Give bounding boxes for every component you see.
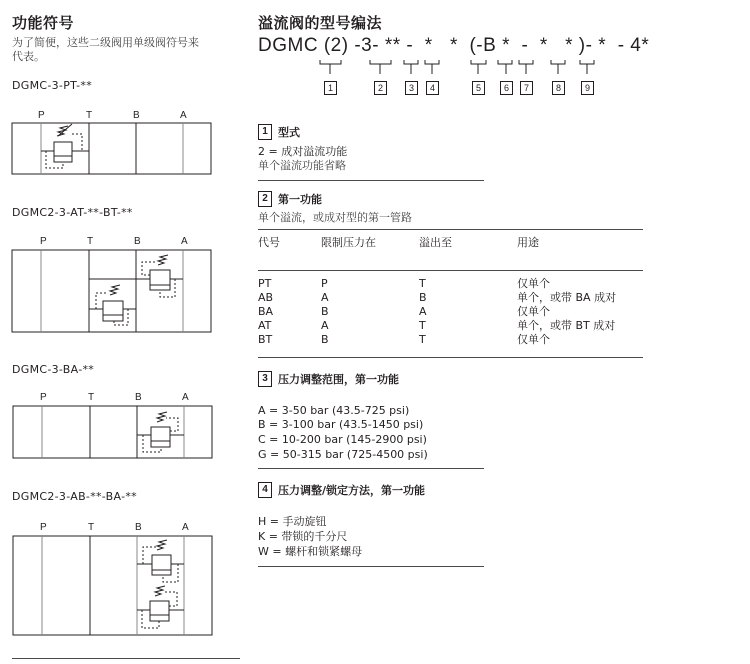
section-number-box: 1 xyxy=(258,124,272,140)
table-cell: A xyxy=(321,319,329,332)
section-2-header xyxy=(258,191,322,207)
model-code-brackets-icon xyxy=(250,55,590,95)
port-label-p: P xyxy=(40,522,47,533)
table-cell: A xyxy=(419,305,427,318)
table-cell: 单个，或带 BA 成对 xyxy=(517,291,617,304)
table-header-row xyxy=(258,236,657,250)
table-cell: 单个，或带 BT 成对 xyxy=(517,319,616,332)
port-label-t: T xyxy=(87,236,94,247)
section-title: 型式 xyxy=(278,126,300,139)
symbol-model-2: DGMC2-3-AT-**-BT-** xyxy=(12,206,133,219)
table-cell: 仅单个 xyxy=(517,333,550,346)
divider xyxy=(258,357,643,358)
symbol-model-3: DGMC-3-BA-** xyxy=(12,363,95,376)
table-cell: AB xyxy=(258,291,274,304)
symbol-model-1: DGMC-3-PT-** xyxy=(12,79,93,92)
section-3-line-4: G = 50-315 bar (725-4500 psi) xyxy=(258,448,428,461)
port-label-a: A xyxy=(180,110,187,121)
section-3-header xyxy=(258,371,399,387)
port-label-t: T xyxy=(86,110,93,121)
table-cell: BT xyxy=(258,333,273,346)
port-label-t: T xyxy=(88,392,95,403)
port-label-p: P xyxy=(38,110,45,121)
function-table xyxy=(258,236,657,250)
port-label-a: A xyxy=(182,392,189,403)
section-1-line-2: 单个溢流功能省略 xyxy=(258,159,346,172)
section-number-box: 3 xyxy=(258,371,272,387)
section-3-line-3: C = 10-200 bar (145-2900 psi) xyxy=(258,433,427,446)
intro-line-1: 为了简便，这些二级阀用单级阀符号来 xyxy=(12,36,199,49)
table-row xyxy=(258,319,657,333)
model-code-string: DGMC (2) -3- ** - * * (-B * - * * )- * - 4* xyxy=(258,35,650,56)
table-header: 限制压力在 xyxy=(321,236,376,249)
section-2-line-1: 单个溢流，或成对型的第一管路 xyxy=(258,211,412,224)
section-3-line-2: B = 3-100 bar (43.5-1450 psi) xyxy=(258,418,424,431)
table-header: 溢出至 xyxy=(419,236,452,249)
position-box-8: 8 xyxy=(552,81,565,95)
table-cell: B xyxy=(419,291,427,304)
intro-line-2: 代表。 xyxy=(12,50,45,63)
table-cell: T xyxy=(419,333,426,346)
position-box-5: 5 xyxy=(472,81,485,95)
table-cell: PT xyxy=(258,277,272,290)
section-number-box: 4 xyxy=(258,482,272,498)
position-box-9: 9 xyxy=(581,81,594,95)
table-row xyxy=(258,291,657,305)
position-box-6: 6 xyxy=(500,81,513,95)
position-box-4: 4 xyxy=(426,81,439,95)
divider xyxy=(258,468,484,469)
table-cell: 仅单个 xyxy=(517,277,550,290)
relief-valve-diagram-icon xyxy=(0,400,230,470)
table-header: 用途 xyxy=(517,236,539,249)
port-label-p: P xyxy=(40,236,47,247)
relief-valve-diagram-icon xyxy=(0,530,230,650)
port-label-t: T xyxy=(88,522,95,533)
table-row xyxy=(258,277,657,291)
table-cell: T xyxy=(419,277,426,290)
table-cell: A xyxy=(321,291,329,304)
table-header: 代号 xyxy=(258,236,280,249)
table-row xyxy=(258,333,657,347)
section-3-line-1: A = 3-50 bar (43.5-725 psi) xyxy=(258,404,410,417)
port-label-p: P xyxy=(40,392,47,403)
section-4-line-2: K = 带锁的千分尺 xyxy=(258,530,348,543)
section-4-line-1: H = 手动旋钮 xyxy=(258,515,327,528)
divider xyxy=(258,566,484,567)
divider xyxy=(258,180,484,181)
table-row xyxy=(258,305,657,319)
table-cell: T xyxy=(419,319,426,332)
section-1-line-1: 2 = 成对溢流功能 xyxy=(258,145,348,158)
port-label-b: B xyxy=(134,236,141,247)
section-1-header xyxy=(258,124,300,140)
section-title-symbols: 功能符号 xyxy=(12,14,75,32)
divider xyxy=(258,229,643,230)
section-title: 第一功能 xyxy=(278,193,322,206)
relief-valve-diagram-icon xyxy=(0,100,230,180)
section-4-header xyxy=(258,482,425,498)
table-cell: B xyxy=(321,305,329,318)
position-box-1: 1 xyxy=(324,81,337,95)
section-number-box: 2 xyxy=(258,191,272,207)
symbol-model-4: DGMC2-3-AB-**-BA-** xyxy=(12,490,137,503)
table-cell: AT xyxy=(258,319,272,332)
relief-valve-diagram-icon xyxy=(0,245,230,345)
section-title: 压力调整/锁定方法，第一功能 xyxy=(278,484,426,497)
position-box-7: 7 xyxy=(520,81,533,95)
port-label-b: B xyxy=(135,522,142,533)
port-label-b: B xyxy=(135,392,142,403)
position-box-3: 3 xyxy=(405,81,418,95)
port-label-a: A xyxy=(182,522,189,533)
port-label-b: B xyxy=(133,110,140,121)
function-table-body xyxy=(258,277,657,347)
table-cell: B xyxy=(321,333,329,346)
table-cell: BA xyxy=(258,305,274,318)
section-title: 压力调整范围，第一功能 xyxy=(278,373,399,386)
position-box-2: 2 xyxy=(374,81,387,95)
section-4-line-3: W = 螺杆和锁紧螺母 xyxy=(258,545,363,558)
divider xyxy=(12,658,240,659)
table-cell: 仅单个 xyxy=(517,305,550,318)
port-label-a: A xyxy=(181,236,188,247)
section-title-model-code: 溢流阀的型号编法 xyxy=(258,14,383,32)
table-cell: P xyxy=(321,277,328,290)
divider xyxy=(258,270,643,271)
